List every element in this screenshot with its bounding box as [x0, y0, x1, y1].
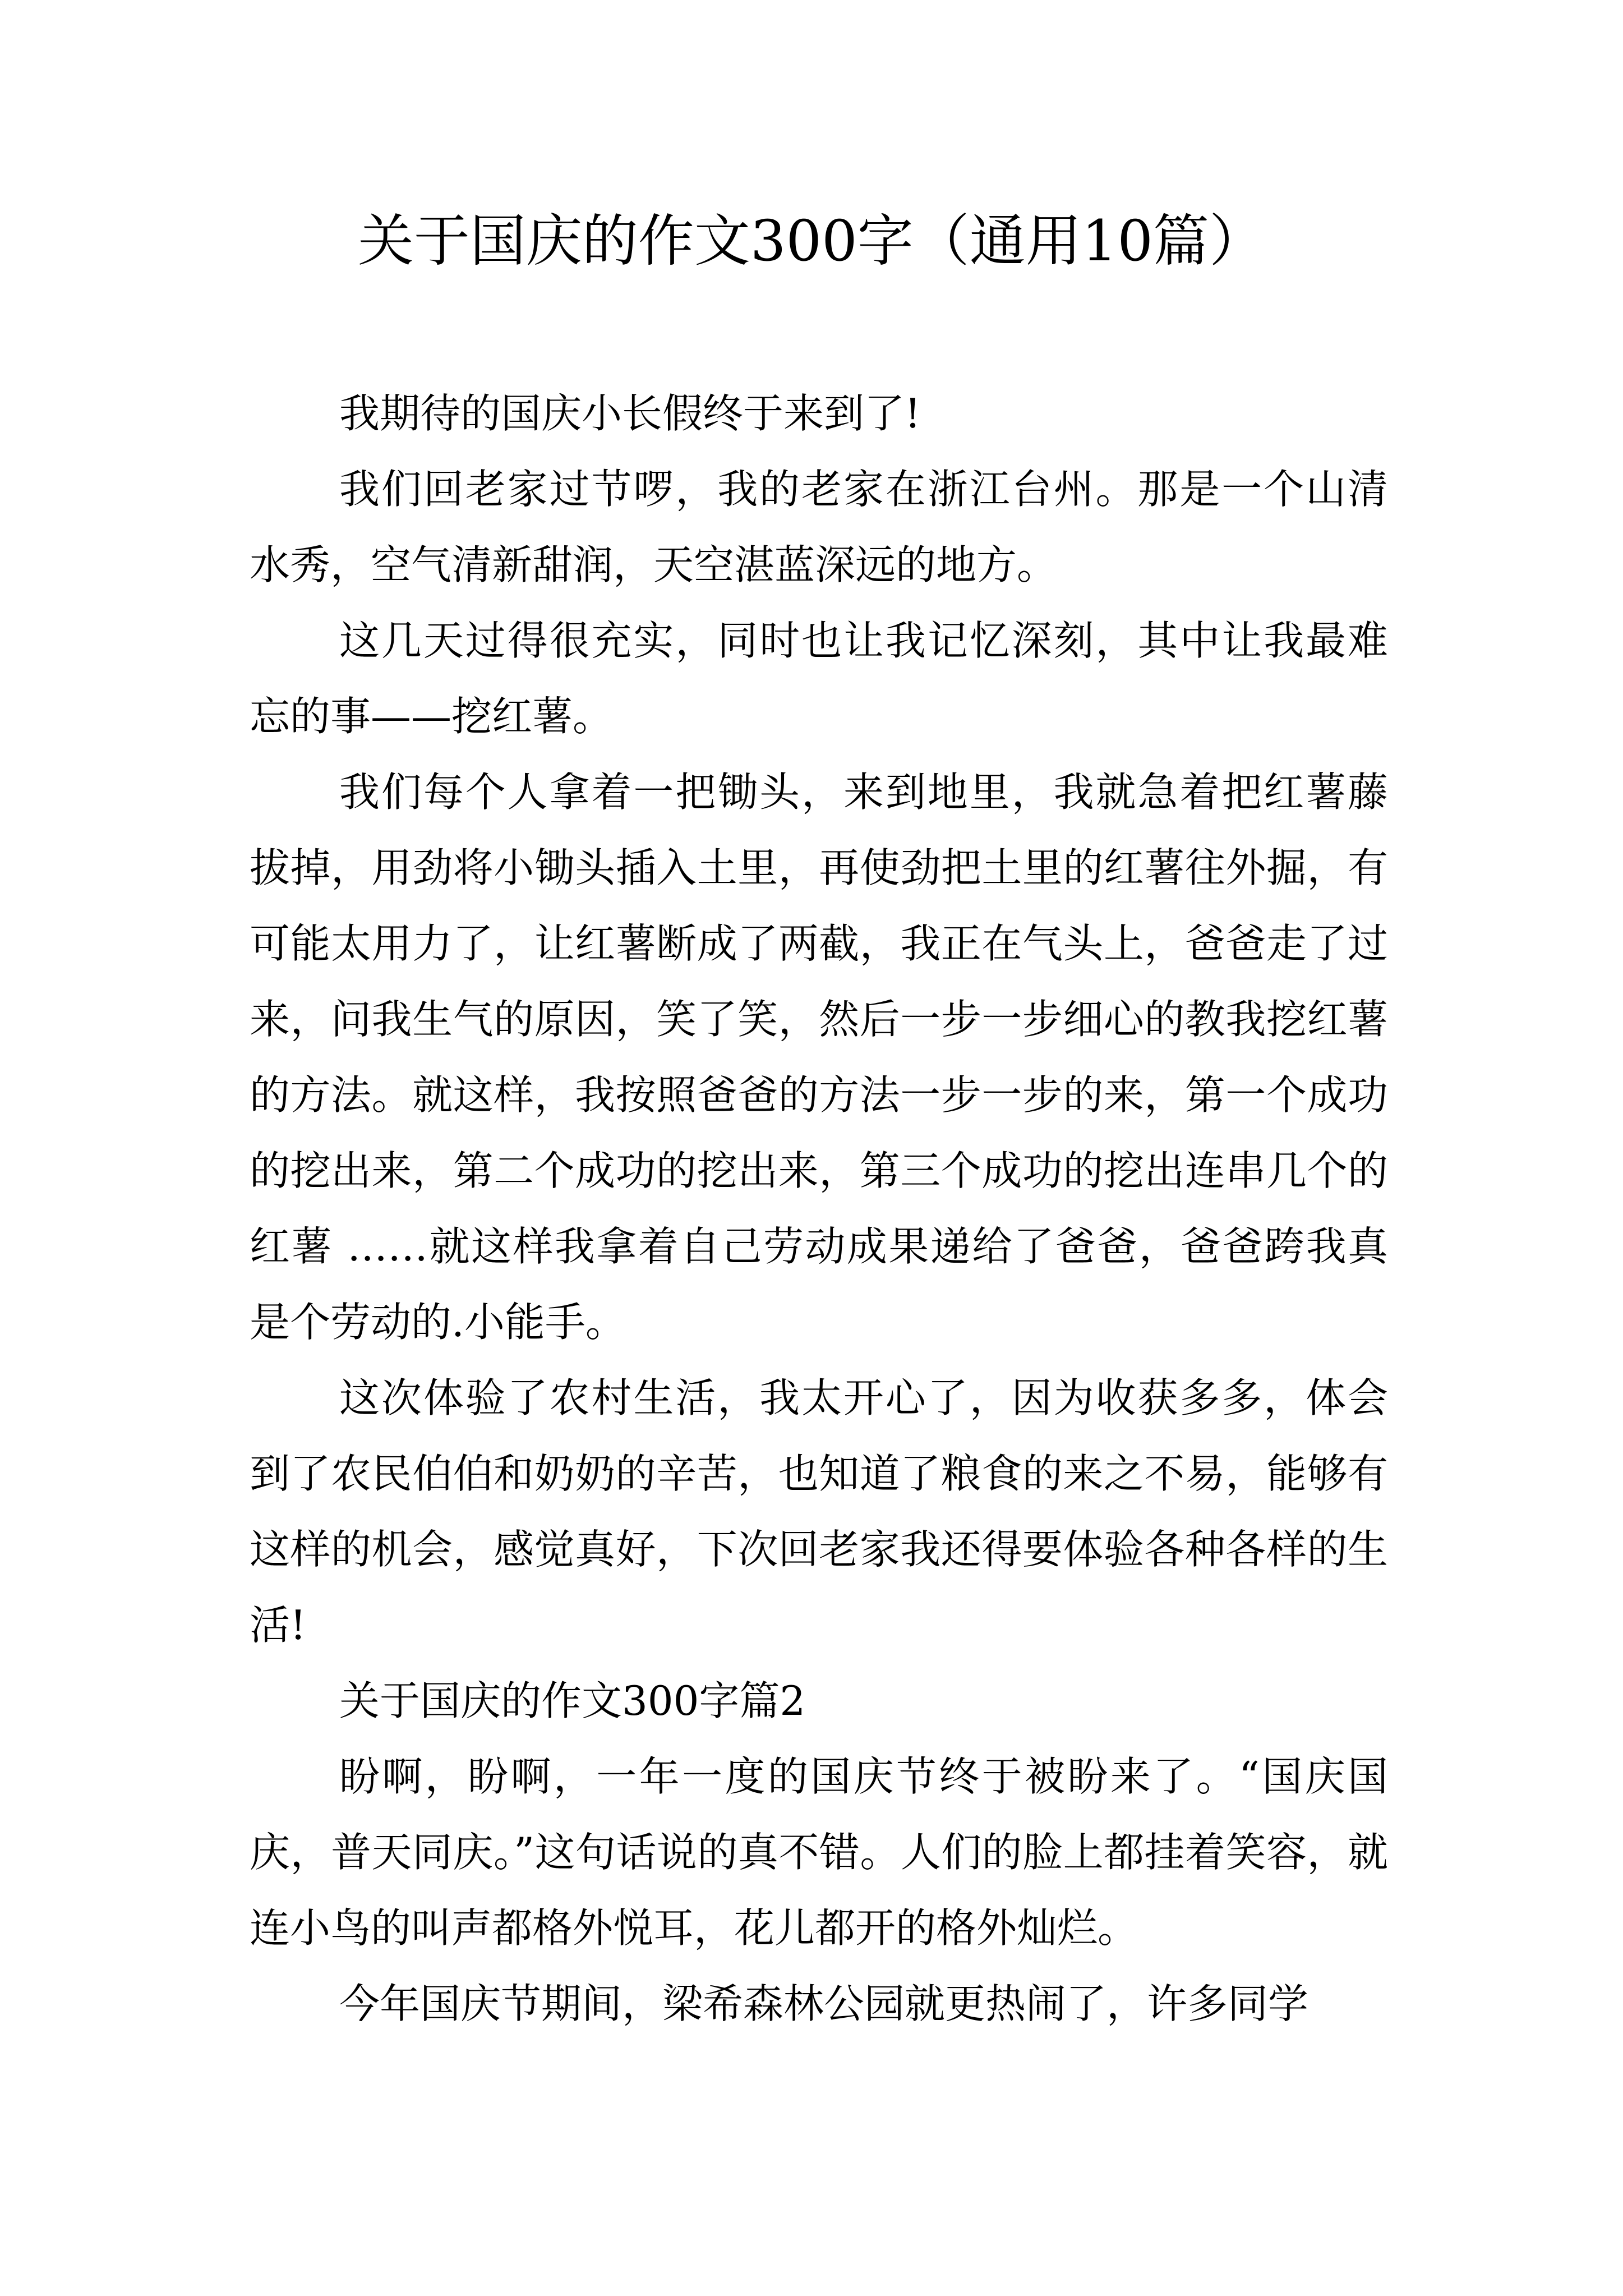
paragraph-6: 盼啊，盼啊，一年一度的国庆节终于被盼来了。“国庆国庆，普天同庆。”这句话说的真不错。人们的脸上都挂着笑容，就连小鸟的叫声都格外悦耳，花儿都开的格外灿烂。 — [250, 1753, 1388, 1952]
section-heading: 关于国庆的作文300字篇2 — [339, 1677, 806, 1724]
paragraph-7: 今年国庆节期间，梁希森林公园就更热闹了，许多同学 — [339, 1980, 1309, 2027]
paragraph-4: 我们每个人拿着一把锄头，来到地里，我就急着把红薯藤拔掉，用劲将小锄头插入土里，再使劲把土里的红薯往外掘，有可能太用力了，让红薯断成了两截，我正在气头上，爸爸走了过来，问我生气的原因，笑了笑，然后一步一步细心的教我挖红薯的方法。就这样，我按照爸爸的方法一步一步的来，第一个成功的挖出来，第二个成功的挖出来，第三个成功的挖出连串几个的红薯 ……就这样我拿着自己劳动成果递给了爸爸，爸爸跨我真是个劳动的.小能手。 — [250, 769, 1388, 1346]
document-body — [250, 376, 1388, 2042]
paragraph-2: 我们回老家过节啰，我的老家在浙江台州。那是一个山清水秀，空气清新甜润，天空湛蓝深远的地方。 — [250, 466, 1388, 588]
document-title: 关于国庆的作文300字（通用10篇） — [357, 208, 1266, 274]
paragraph-5: 这次体验了农村生活，我太开心了，因为收获多多，体会到了农民伯伯和奶奶的辛苦，也知道了粮食的来之不易，能够有这样的机会，感觉真好，下次回老家我还得要体验各种各样的生活! — [250, 1374, 1388, 1649]
paragraph-3: 这几天过得很充实，同时也让我记忆深刻，其中让我最难忘的事——挖红薯。 — [250, 617, 1388, 740]
paragraph-1: 我期待的国庆小长假终于来到了! — [339, 390, 921, 437]
